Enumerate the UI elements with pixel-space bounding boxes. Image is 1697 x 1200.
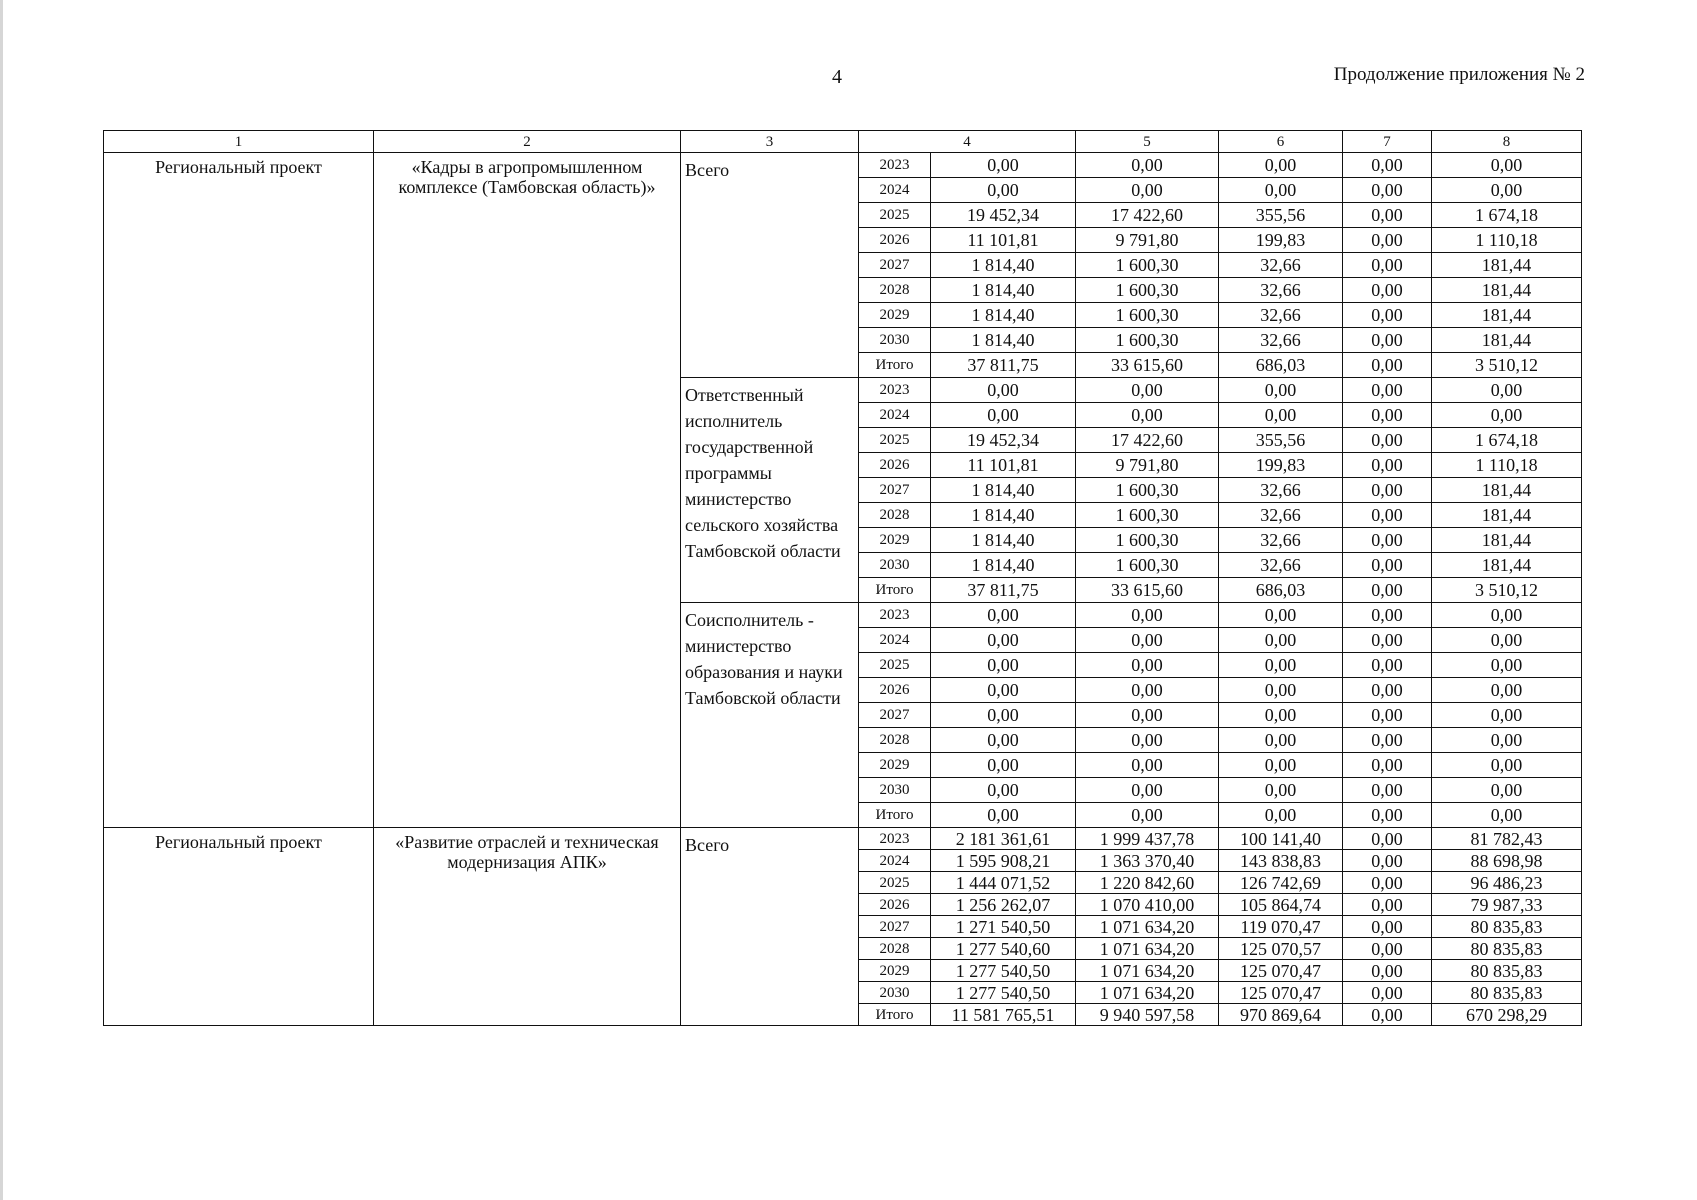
value-cell: 181,44 <box>1432 553 1582 578</box>
project-name-cell: «Развитие отраслей и техническая модернизация АПК» <box>374 828 681 1026</box>
header-cell: 8 <box>1432 131 1582 153</box>
header-cell: 1 <box>104 131 374 153</box>
year-cell: 2023 <box>859 828 931 850</box>
value-cell: 0,00 <box>1219 153 1343 178</box>
value-cell: 0,00 <box>1219 753 1343 778</box>
value-cell: 0,00 <box>1432 153 1582 178</box>
value-cell: 686,03 <box>1219 353 1343 378</box>
value-cell: 0,00 <box>1219 178 1343 203</box>
value-cell: 143 838,83 <box>1219 850 1343 872</box>
value-cell: 11 101,81 <box>931 453 1076 478</box>
value-cell: 0,00 <box>1343 678 1432 703</box>
value-cell: 0,00 <box>931 803 1076 828</box>
value-cell: 0,00 <box>1432 178 1582 203</box>
value-cell: 0,00 <box>1076 653 1219 678</box>
value-cell: 0,00 <box>1343 703 1432 728</box>
value-cell: 17 422,60 <box>1076 428 1219 453</box>
value-cell: 1 444 071,52 <box>931 872 1076 894</box>
value-cell: 0,00 <box>1343 378 1432 403</box>
value-cell: 0,00 <box>931 628 1076 653</box>
value-cell: 0,00 <box>1343 353 1432 378</box>
project-type-cell: Региональный проект <box>104 153 374 828</box>
value-cell: 17 422,60 <box>1076 203 1219 228</box>
value-cell: 105 864,74 <box>1219 894 1343 916</box>
value-cell: 0,00 <box>1432 753 1582 778</box>
value-cell: 80 835,83 <box>1432 938 1582 960</box>
value-cell: 0,00 <box>1219 728 1343 753</box>
value-cell: 11 101,81 <box>931 228 1076 253</box>
header-cell: 7 <box>1343 131 1432 153</box>
value-cell: 1 277 540,50 <box>931 960 1076 982</box>
value-cell: 0,00 <box>1343 503 1432 528</box>
value-cell: 2 181 361,61 <box>931 828 1076 850</box>
year-cell: 2029 <box>859 753 931 778</box>
value-cell: 1 071 634,20 <box>1076 960 1219 982</box>
year-cell: 2027 <box>859 916 931 938</box>
value-cell: 0,00 <box>1432 603 1582 628</box>
value-cell: 0,00 <box>931 153 1076 178</box>
value-cell: 32,66 <box>1219 328 1343 353</box>
value-cell: 181,44 <box>1432 303 1582 328</box>
value-cell: 1 220 842,60 <box>1076 872 1219 894</box>
value-cell: 0,00 <box>1343 478 1432 503</box>
value-cell: 32,66 <box>1219 503 1343 528</box>
value-cell: 0,00 <box>1343 178 1432 203</box>
value-cell: 126 742,69 <box>1219 872 1343 894</box>
value-cell: 0,00 <box>1343 803 1432 828</box>
value-cell: 181,44 <box>1432 503 1582 528</box>
value-cell: 0,00 <box>1343 428 1432 453</box>
value-cell: 0,00 <box>931 378 1076 403</box>
year-cell: Итого <box>859 578 931 603</box>
value-cell: 80 835,83 <box>1432 960 1582 982</box>
value-cell: 81 782,43 <box>1432 828 1582 850</box>
value-cell: 0,00 <box>1343 828 1432 850</box>
value-cell: 0,00 <box>1219 778 1343 803</box>
value-cell: 1 674,18 <box>1432 203 1582 228</box>
value-cell: 19 452,34 <box>931 203 1076 228</box>
executor-cell: Соисполнитель - министерство образования и науки Тамбовской области <box>681 603 859 828</box>
value-cell: 1 363 370,40 <box>1076 850 1219 872</box>
value-cell: 0,00 <box>1076 778 1219 803</box>
value-cell: 0,00 <box>1076 178 1219 203</box>
table-row <box>104 828 1582 850</box>
value-cell: 0,00 <box>1343 528 1432 553</box>
value-cell: 1 277 540,60 <box>931 938 1076 960</box>
year-cell: 2026 <box>859 453 931 478</box>
value-cell: 80 835,83 <box>1432 982 1582 1004</box>
value-cell: 1 110,18 <box>1432 453 1582 478</box>
value-cell: 0,00 <box>1432 403 1582 428</box>
year-cell: Итого <box>859 1004 931 1026</box>
year-cell: 2025 <box>859 872 931 894</box>
value-cell: 1 600,30 <box>1076 253 1219 278</box>
value-cell: 0,00 <box>1343 578 1432 603</box>
value-cell: 32,66 <box>1219 278 1343 303</box>
continuation-note: Продолжение приложения № 2 <box>1333 64 1585 85</box>
project-type-cell: Региональный проект <box>104 828 374 1026</box>
value-cell: 1 271 540,50 <box>931 916 1076 938</box>
year-cell: 2028 <box>859 938 931 960</box>
value-cell: 0,00 <box>1343 228 1432 253</box>
year-cell: 2026 <box>859 678 931 703</box>
value-cell: 1 814,40 <box>931 478 1076 503</box>
year-cell: 2024 <box>859 850 931 872</box>
value-cell: 32,66 <box>1219 478 1343 503</box>
value-cell: 0,00 <box>1432 803 1582 828</box>
year-cell: 2029 <box>859 528 931 553</box>
year-cell: 2024 <box>859 628 931 653</box>
header-cell: 5 <box>1076 131 1219 153</box>
year-cell: 2023 <box>859 378 931 403</box>
value-cell: 0,00 <box>931 778 1076 803</box>
value-cell: 0,00 <box>1343 153 1432 178</box>
year-cell: 2027 <box>859 703 931 728</box>
value-cell: 0,00 <box>1219 678 1343 703</box>
year-cell: 2028 <box>859 278 931 303</box>
value-cell: 0,00 <box>931 728 1076 753</box>
year-cell: 2024 <box>859 403 931 428</box>
value-cell: 1 600,30 <box>1076 528 1219 553</box>
value-cell: 0,00 <box>1219 653 1343 678</box>
value-cell: 0,00 <box>931 653 1076 678</box>
value-cell: 32,66 <box>1219 553 1343 578</box>
value-cell: 0,00 <box>1432 378 1582 403</box>
year-cell: 2025 <box>859 428 931 453</box>
executor-cell: Всего <box>681 153 859 378</box>
value-cell: 11 581 765,51 <box>931 1004 1076 1026</box>
value-cell: 1 110,18 <box>1432 228 1582 253</box>
value-cell: 0,00 <box>1432 728 1582 753</box>
executor-cell: Всего <box>681 828 859 1026</box>
value-cell: 181,44 <box>1432 328 1582 353</box>
value-cell: 0,00 <box>1076 803 1219 828</box>
year-cell: 2026 <box>859 228 931 253</box>
value-cell: 0,00 <box>1343 253 1432 278</box>
value-cell: 686,03 <box>1219 578 1343 603</box>
project-name-cell: «Кадры в агропромышленном комплексе (Тамбовская область)» <box>374 153 681 828</box>
year-cell: 2028 <box>859 728 931 753</box>
value-cell: 0,00 <box>1076 728 1219 753</box>
value-cell: 0,00 <box>1432 628 1582 653</box>
value-cell: 79 987,33 <box>1432 894 1582 916</box>
value-cell: 1 814,40 <box>931 328 1076 353</box>
year-cell: 2025 <box>859 203 931 228</box>
header-cell: 2 <box>374 131 681 153</box>
value-cell: 1 814,40 <box>931 253 1076 278</box>
value-cell: 0,00 <box>1343 328 1432 353</box>
value-cell: 0,00 <box>1432 703 1582 728</box>
value-cell: 0,00 <box>1343 553 1432 578</box>
value-cell: 1 999 437,78 <box>1076 828 1219 850</box>
value-cell: 119 070,47 <box>1219 916 1343 938</box>
value-cell: 0,00 <box>1343 203 1432 228</box>
year-cell: 2030 <box>859 778 931 803</box>
value-cell: 0,00 <box>1432 678 1582 703</box>
value-cell: 0,00 <box>1343 872 1432 894</box>
value-cell: 0,00 <box>1343 653 1432 678</box>
year-cell: 2026 <box>859 894 931 916</box>
value-cell: 1 595 908,21 <box>931 850 1076 872</box>
table-row <box>104 153 1582 178</box>
value-cell: 1 071 634,20 <box>1076 982 1219 1004</box>
executor-cell: Ответственный исполнитель государственной программы министерство сельского хозяйства Тамбовской области <box>681 378 859 603</box>
year-cell: 2030 <box>859 328 931 353</box>
value-cell: 37 811,75 <box>931 578 1076 603</box>
value-cell: 0,00 <box>1432 778 1582 803</box>
value-cell: 1 814,40 <box>931 553 1076 578</box>
value-cell: 1 600,30 <box>1076 303 1219 328</box>
value-cell: 0,00 <box>1343 916 1432 938</box>
page-number: 4 <box>832 66 842 88</box>
value-cell: 0,00 <box>1343 403 1432 428</box>
value-cell: 1 070 410,00 <box>1076 894 1219 916</box>
value-cell: 0,00 <box>1343 303 1432 328</box>
value-cell: 0,00 <box>1219 403 1343 428</box>
value-cell: 9 940 597,58 <box>1076 1004 1219 1026</box>
value-cell: 0,00 <box>1343 628 1432 653</box>
header-cell: 3 <box>681 131 859 153</box>
year-cell: 2030 <box>859 553 931 578</box>
value-cell: 0,00 <box>1219 378 1343 403</box>
year-cell: 2029 <box>859 960 931 982</box>
value-cell: 125 070,47 <box>1219 960 1343 982</box>
value-cell: 33 615,60 <box>1076 578 1219 603</box>
value-cell: 0,00 <box>1076 678 1219 703</box>
value-cell: 1 256 262,07 <box>931 894 1076 916</box>
year-cell: 2023 <box>859 153 931 178</box>
value-cell: 0,00 <box>1343 850 1432 872</box>
value-cell: 1 674,18 <box>1432 428 1582 453</box>
value-cell: 125 070,47 <box>1219 982 1343 1004</box>
value-cell: 125 070,57 <box>1219 938 1343 960</box>
value-cell: 3 510,12 <box>1432 578 1582 603</box>
value-cell: 0,00 <box>1076 153 1219 178</box>
value-cell: 1 600,30 <box>1076 553 1219 578</box>
value-cell: 9 791,80 <box>1076 453 1219 478</box>
value-cell: 0,00 <box>1076 378 1219 403</box>
header-row <box>104 131 1582 153</box>
value-cell: 355,56 <box>1219 203 1343 228</box>
value-cell: 199,83 <box>1219 453 1343 478</box>
year-cell: 2023 <box>859 603 931 628</box>
value-cell: 0,00 <box>1076 603 1219 628</box>
value-cell: 32,66 <box>1219 303 1343 328</box>
header-cell: 4 <box>859 131 1076 153</box>
value-cell: 0,00 <box>1343 960 1432 982</box>
value-cell: 970 869,64 <box>1219 1004 1343 1026</box>
year-cell: 2027 <box>859 478 931 503</box>
value-cell: 181,44 <box>1432 278 1582 303</box>
value-cell: 33 615,60 <box>1076 353 1219 378</box>
value-cell: 0,00 <box>1076 403 1219 428</box>
value-cell: 0,00 <box>1076 753 1219 778</box>
value-cell: 1 600,30 <box>1076 328 1219 353</box>
value-cell: 0,00 <box>931 603 1076 628</box>
value-cell: 0,00 <box>1343 982 1432 1004</box>
value-cell: 0,00 <box>1343 778 1432 803</box>
value-cell: 1 814,40 <box>931 503 1076 528</box>
value-cell: 1 277 540,50 <box>931 982 1076 1004</box>
value-cell: 181,44 <box>1432 253 1582 278</box>
year-cell: 2030 <box>859 982 931 1004</box>
value-cell: 0,00 <box>1219 803 1343 828</box>
value-cell: 1 814,40 <box>931 528 1076 553</box>
year-cell: 2029 <box>859 303 931 328</box>
value-cell: 0,00 <box>1432 653 1582 678</box>
value-cell: 0,00 <box>931 678 1076 703</box>
funding-table <box>103 130 1582 1026</box>
value-cell: 100 141,40 <box>1219 828 1343 850</box>
value-cell: 0,00 <box>1219 628 1343 653</box>
value-cell: 0,00 <box>1343 1004 1432 1026</box>
value-cell: 88 698,98 <box>1432 850 1582 872</box>
value-cell: 9 791,80 <box>1076 228 1219 253</box>
value-cell: 32,66 <box>1219 253 1343 278</box>
value-cell: 0,00 <box>1343 453 1432 478</box>
value-cell: 0,00 <box>1343 728 1432 753</box>
value-cell: 0,00 <box>1219 703 1343 728</box>
value-cell: 0,00 <box>1343 753 1432 778</box>
value-cell: 199,83 <box>1219 228 1343 253</box>
value-cell: 1 814,40 <box>931 278 1076 303</box>
value-cell: 19 452,34 <box>931 428 1076 453</box>
header-cell: 6 <box>1219 131 1343 153</box>
value-cell: 0,00 <box>1343 278 1432 303</box>
year-cell: 2028 <box>859 503 931 528</box>
value-cell: 3 510,12 <box>1432 353 1582 378</box>
value-cell: 32,66 <box>1219 528 1343 553</box>
value-cell: 1 600,30 <box>1076 478 1219 503</box>
value-cell: 37 811,75 <box>931 353 1076 378</box>
value-cell: 1 814,40 <box>931 303 1076 328</box>
value-cell: 0,00 <box>931 703 1076 728</box>
value-cell: 0,00 <box>1343 603 1432 628</box>
value-cell: 1 600,30 <box>1076 503 1219 528</box>
year-cell: 2024 <box>859 178 931 203</box>
year-cell: 2025 <box>859 653 931 678</box>
value-cell: 0,00 <box>931 403 1076 428</box>
year-cell: 2027 <box>859 253 931 278</box>
value-cell: 80 835,83 <box>1432 916 1582 938</box>
value-cell: 0,00 <box>931 753 1076 778</box>
value-cell: 0,00 <box>931 178 1076 203</box>
value-cell: 1 071 634,20 <box>1076 938 1219 960</box>
value-cell: 1 071 634,20 <box>1076 916 1219 938</box>
value-cell: 0,00 <box>1219 603 1343 628</box>
value-cell: 0,00 <box>1076 703 1219 728</box>
year-cell: Итого <box>859 353 931 378</box>
value-cell: 355,56 <box>1219 428 1343 453</box>
value-cell: 670 298,29 <box>1432 1004 1582 1026</box>
value-cell: 181,44 <box>1432 478 1582 503</box>
value-cell: 1 600,30 <box>1076 278 1219 303</box>
value-cell: 181,44 <box>1432 528 1582 553</box>
value-cell: 0,00 <box>1343 938 1432 960</box>
scan-edge <box>0 0 3 1200</box>
value-cell: 0,00 <box>1343 894 1432 916</box>
year-cell: Итого <box>859 803 931 828</box>
value-cell: 96 486,23 <box>1432 872 1582 894</box>
value-cell: 0,00 <box>1076 628 1219 653</box>
